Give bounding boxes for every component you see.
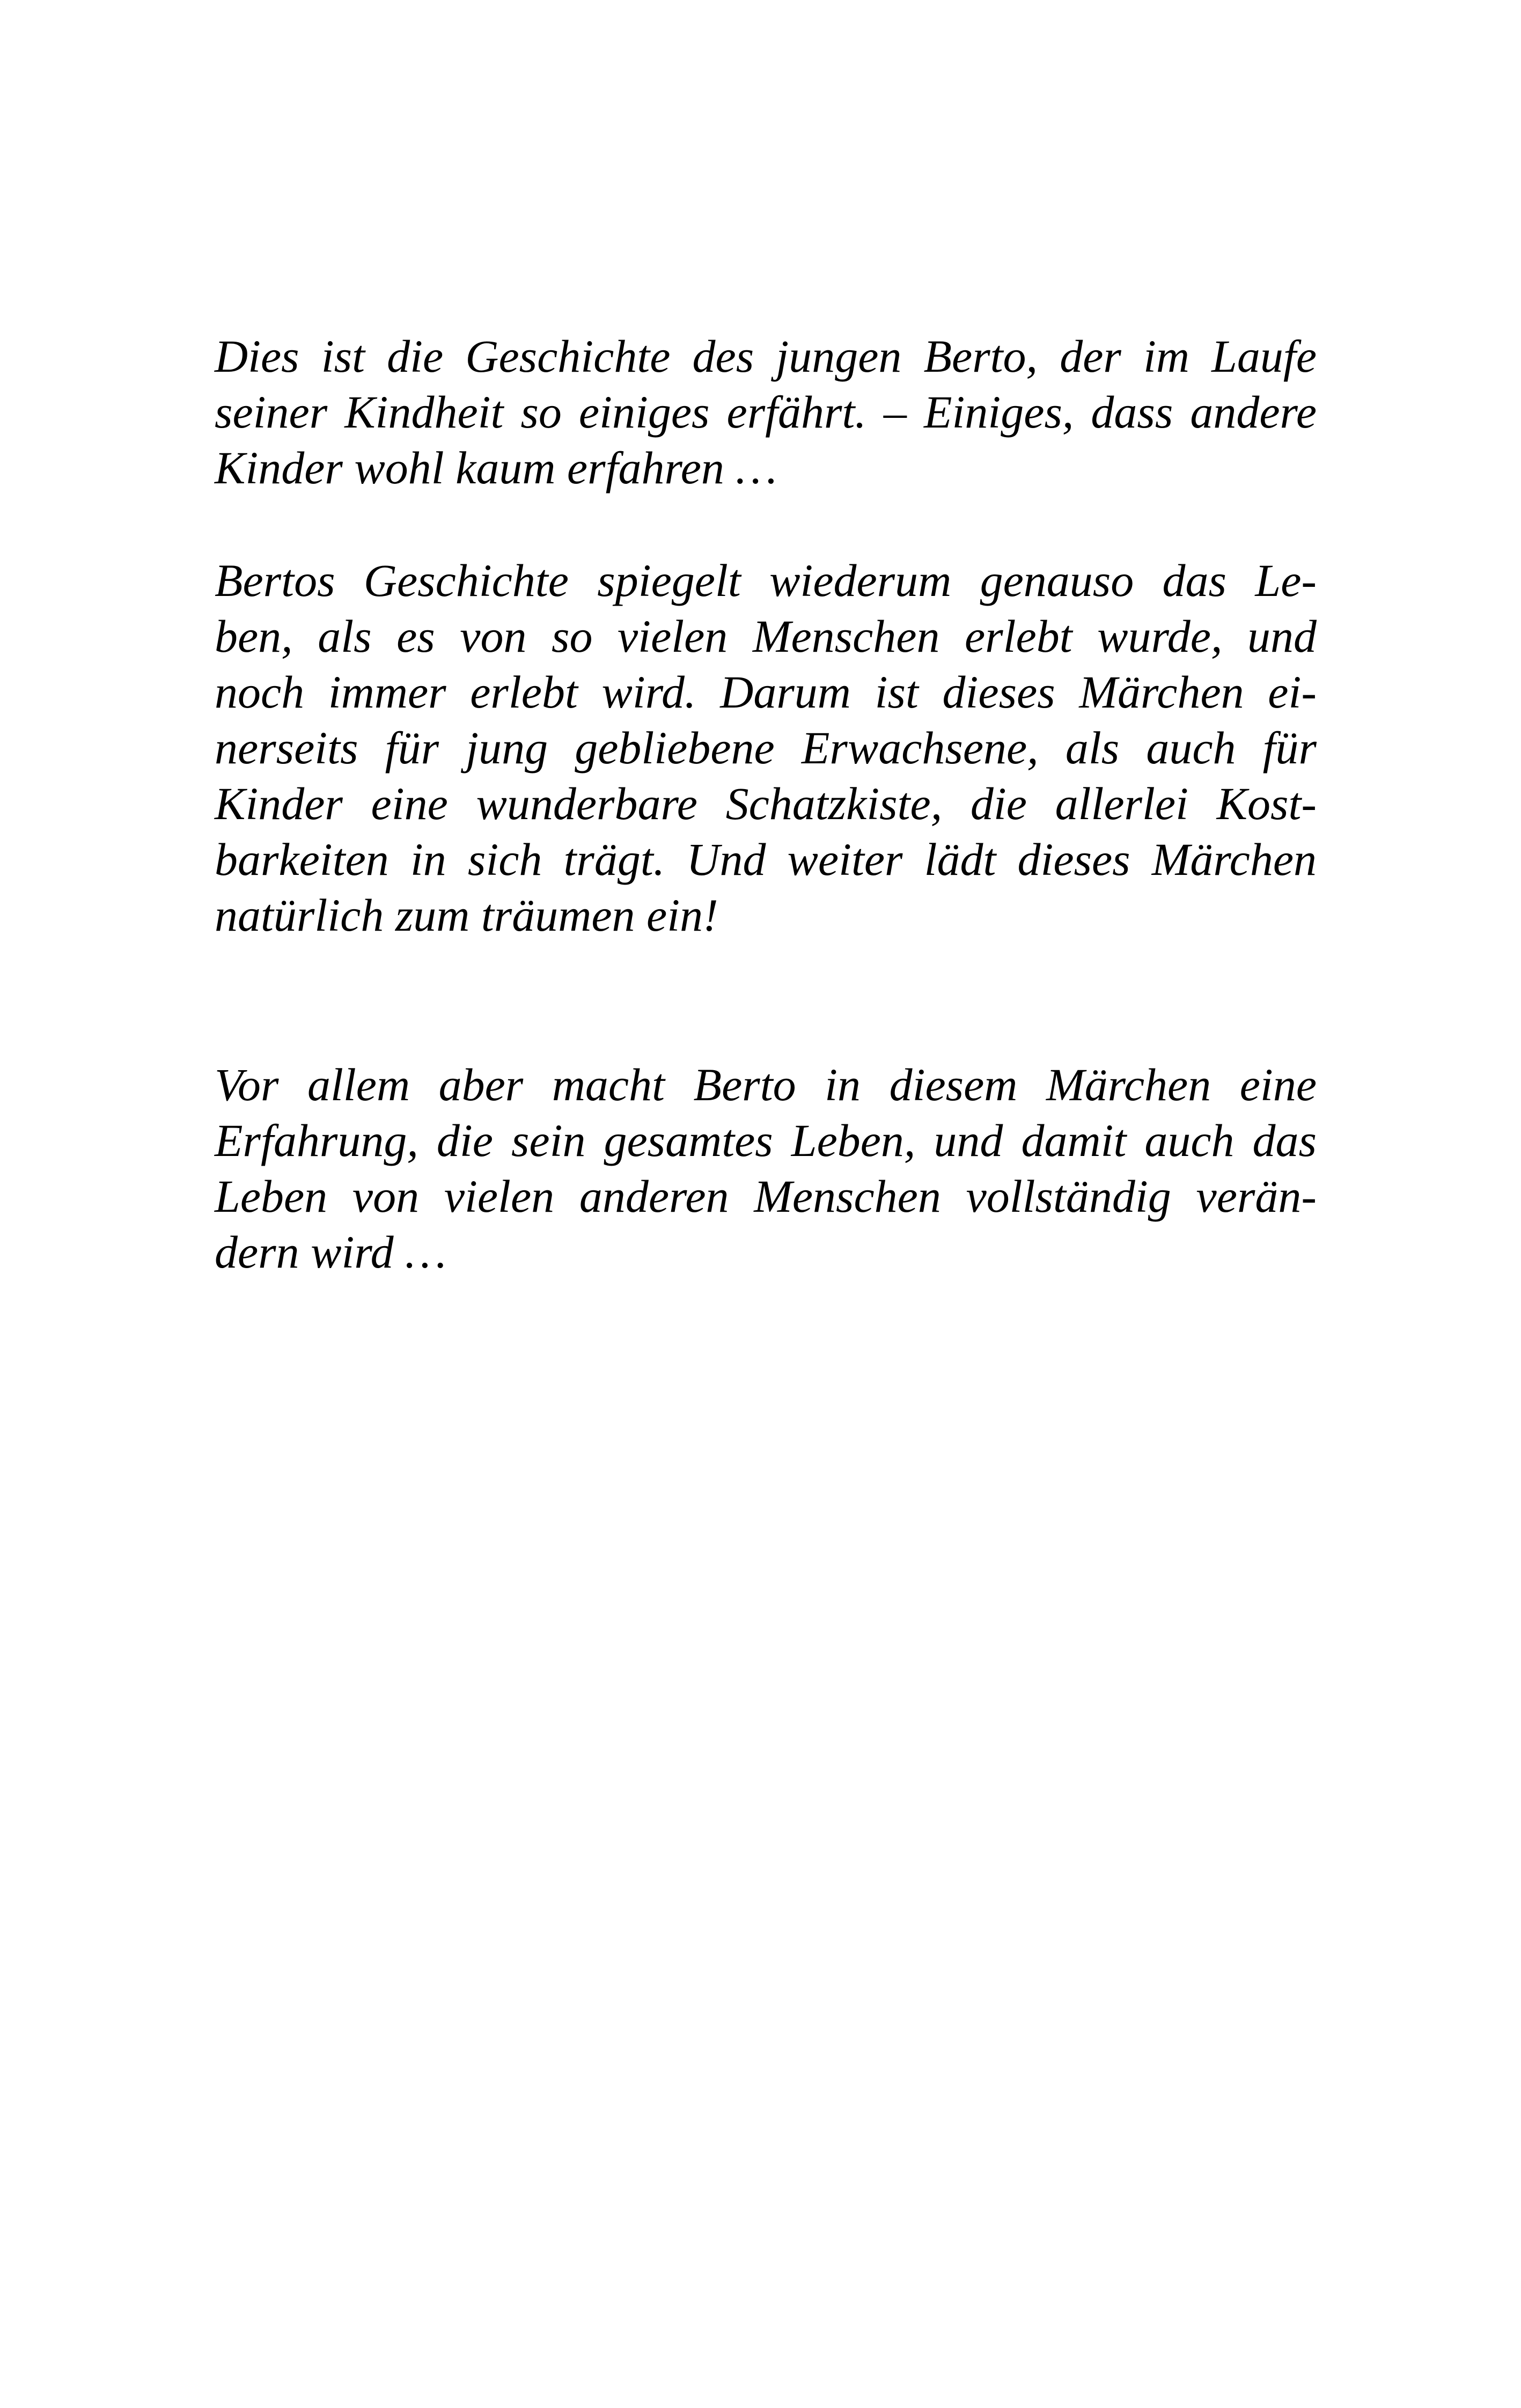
text-line: ben, als es von so vielen Menschen erlebt wurde, und <box>215 610 1317 662</box>
paragraph-description <box>215 553 1317 943</box>
text-line: Dies ist die Geschichte des jungen Berto, der im Laufe <box>215 330 1317 382</box>
text-line: Bertos Geschichte spiegelt wiederum genauso das Le- <box>215 555 1317 606</box>
text-line: barkeiten in sich trägt. Und weiter lädt dieses Märchen <box>215 834 1317 885</box>
text-line: Kinder wohl kaum erfahren … <box>215 442 777 494</box>
text-line: Leben von vielen anderen Menschen vollständig verän- <box>215 1170 1317 1222</box>
paragraph-closing <box>215 1057 1317 1280</box>
text-line: noch immer erlebt wird. Darum ist dieses Märchen ei- <box>215 666 1317 718</box>
text-line: Kinder eine wunderbare Schatzkiste, die allerlei Kost- <box>215 778 1317 829</box>
text-line: seiner Kindheit so einiges erfährt. – Einiges, dass andere <box>215 386 1317 438</box>
text-line: nerseits für jung gebliebene Erwachsene, als auch für <box>215 722 1317 774</box>
text-line: dern wird … <box>215 1226 446 1278</box>
text-line: natürlich zum träumen ein! <box>215 889 718 941</box>
paragraph-intro <box>215 328 1317 496</box>
text-line: Erfahrung, die sein gesamtes Leben, und damit auch das <box>215 1115 1317 1166</box>
text-line: Vor allem aber macht Berto in diesem Märchen eine <box>215 1059 1317 1110</box>
